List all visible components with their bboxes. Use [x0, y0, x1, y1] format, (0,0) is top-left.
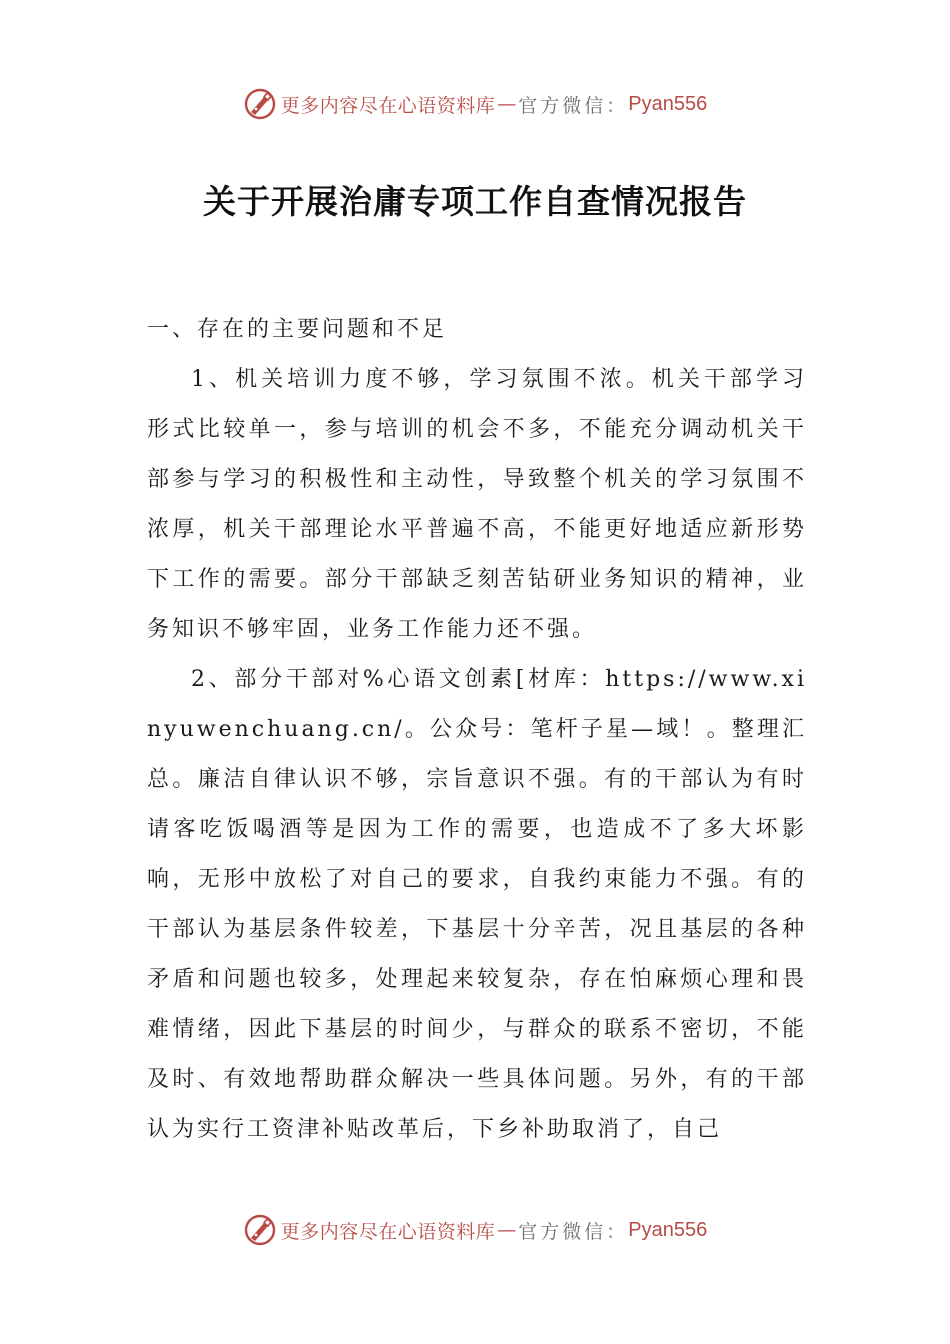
- document-title: 关于开展治庸专项工作自查情况报告: [203, 182, 747, 221]
- banner-wechat-label: 官方微信：: [518, 1220, 629, 1243]
- banner-dash: —: [497, 93, 517, 115]
- section-heading: 一、存在的主要问题和不足: [147, 317, 448, 342]
- pen-nib-logo-icon: [243, 87, 277, 121]
- footer-banner: [0, 1210, 950, 1250]
- banner-wechat-label: 官方微信：: [518, 94, 629, 117]
- banner-wechat-id: Pyan556: [628, 92, 708, 115]
- document-body: [147, 305, 807, 1155]
- banner-wechat-id: Pyan556: [628, 1218, 708, 1241]
- paragraph-2: 2、部分干部对%心语文创素[材库：https://www.xinyuwenchuang.cn/。公众号：笔杆子星—域！。整理汇总。廉洁自律认识不够，宗旨意识不强。有的干部认为有时请客吃饭喝酒等是因为工作的需要，也造成不了多大坏影响，无形中放松了对自己的要求，自我约束能力不强。有的干部认为基层条件较差，下基层十分辛苦，况且基层的各种矛盾和问题也较多，处理起来较复杂，存在怕麻烦心理和畏难情绪，因此下基层的时间少，与群众的联系不密切，不能及时、有效地帮助群众解决一些具体问题。另外，有的干部认为实行工资津补贴改革后，下乡补助取消了，自己: [147, 667, 807, 1142]
- banner-text: 更多内容尽在心语资料库: [280, 1220, 496, 1243]
- banner-text: 更多内容尽在心语资料库: [280, 94, 496, 117]
- banner-dash: —: [497, 1219, 517, 1241]
- paragraph-1: 1、机关培训力度不够，学习氛围不浓。机关干部学习形式比较单一，参与培训的机会不多，不能充分调动机关干部参与学习的积极性和主动性，导致整个机关的学习氛围不浓厚，机关干部理论水平普遍不高，不能更好地适应新形势下工作的需要。部分干部缺乏刻苦钻研业务知识的精神，业务知识不够牢固，业务工作能力还不强。: [147, 367, 807, 642]
- header-banner: [0, 84, 950, 124]
- pen-nib-logo-icon: [243, 1213, 277, 1247]
